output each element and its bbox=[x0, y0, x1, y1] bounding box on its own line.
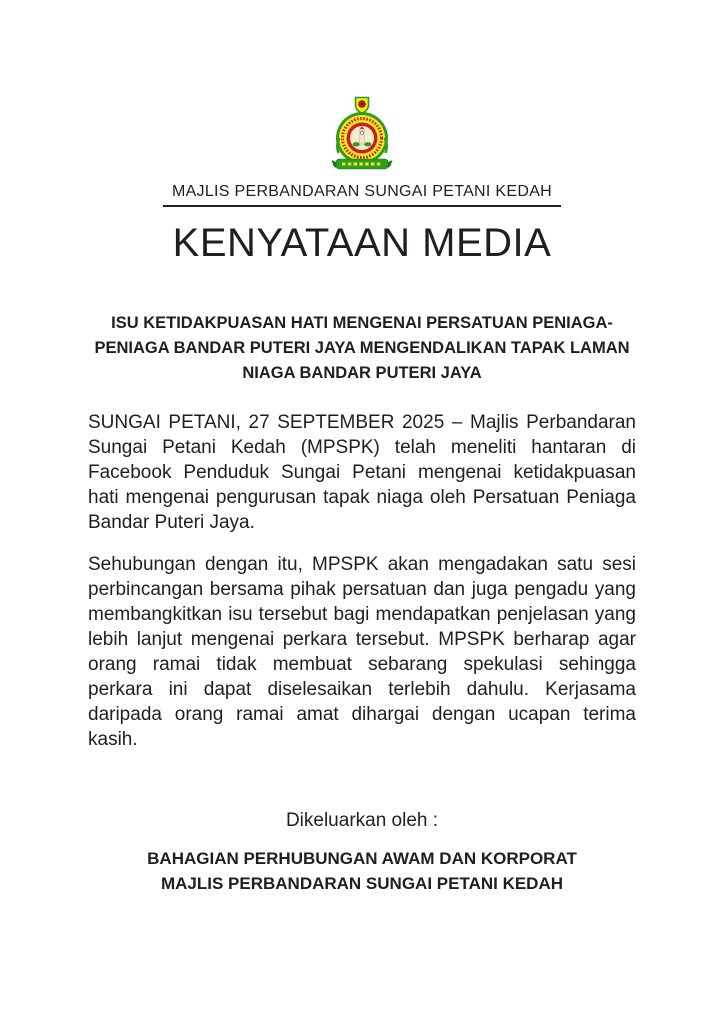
logo-emblem bbox=[336, 112, 388, 164]
subject-heading-line: NIAGA BANDAR PUTERI JAYA bbox=[242, 364, 482, 382]
issuer-department: BAHAGIAN PERHUBUNGAN AWAM DAN KORPORAT bbox=[147, 849, 577, 868]
press-release-paragraph: Sehubungan dengan itu, MPSPK akan mengadakan satu sesi perbincangan bersama pihak persatuan dan juga pengadu yang membangkitkan isu tersebut bagi mendapatkan penjelasan yang lebih lanjut mengenai perkara tersebut. MPSPK berharap agar orang ramai tidak membuat sebarang spekulasi sehingga perkara ini dapat diselesaikan terlebih dahulu. Kerjasama daripada orang ramai amat dihargai dengan ucapan terima kasih. bbox=[88, 554, 636, 750]
issuer-organization: MAJLIS PERBANDARAN SUNGAI PETANI KEDAH bbox=[160, 874, 564, 893]
issuer-block bbox=[88, 846, 636, 896]
mpspk-crest-icon bbox=[331, 96, 393, 174]
logo-banner bbox=[332, 159, 393, 169]
logo-shield-icon bbox=[356, 98, 369, 114]
mpspk-logo bbox=[331, 96, 393, 174]
subject-heading bbox=[88, 311, 636, 386]
organization-name-text: MAJLIS PERBANDARAN SUNGAI PETANI KEDAH bbox=[163, 182, 561, 207]
press-release-paragraph: SUNGAI PETANI, 27 SEPTEMBER 2025 – Majlis Perbandaran Sungai Petani Kedah (MPSPK) telah meneliti hantaran di Facebook Penduduk Sungai Petani mengenai ketidakpuasan hati mengenai pengurusan tapak niaga oleh Persatuan Peniaga Bandar Puteri Jaya. bbox=[88, 412, 636, 533]
document-title: KENYATAAN MEDIA bbox=[172, 221, 552, 265]
issued-by-label: Dikeluarkan oleh : bbox=[285, 810, 439, 831]
organization-name bbox=[0, 182, 724, 207]
subject-heading-line: PENIAGA BANDAR PUTERI JAYA MENGENDALIKAN TAPAK LAMAN bbox=[94, 339, 630, 357]
document-body bbox=[88, 311, 636, 896]
subject-heading-line: ISU KETIDAKPUASAN HATI MENGENAI PERSATUAN PENIAGA- bbox=[111, 314, 613, 332]
